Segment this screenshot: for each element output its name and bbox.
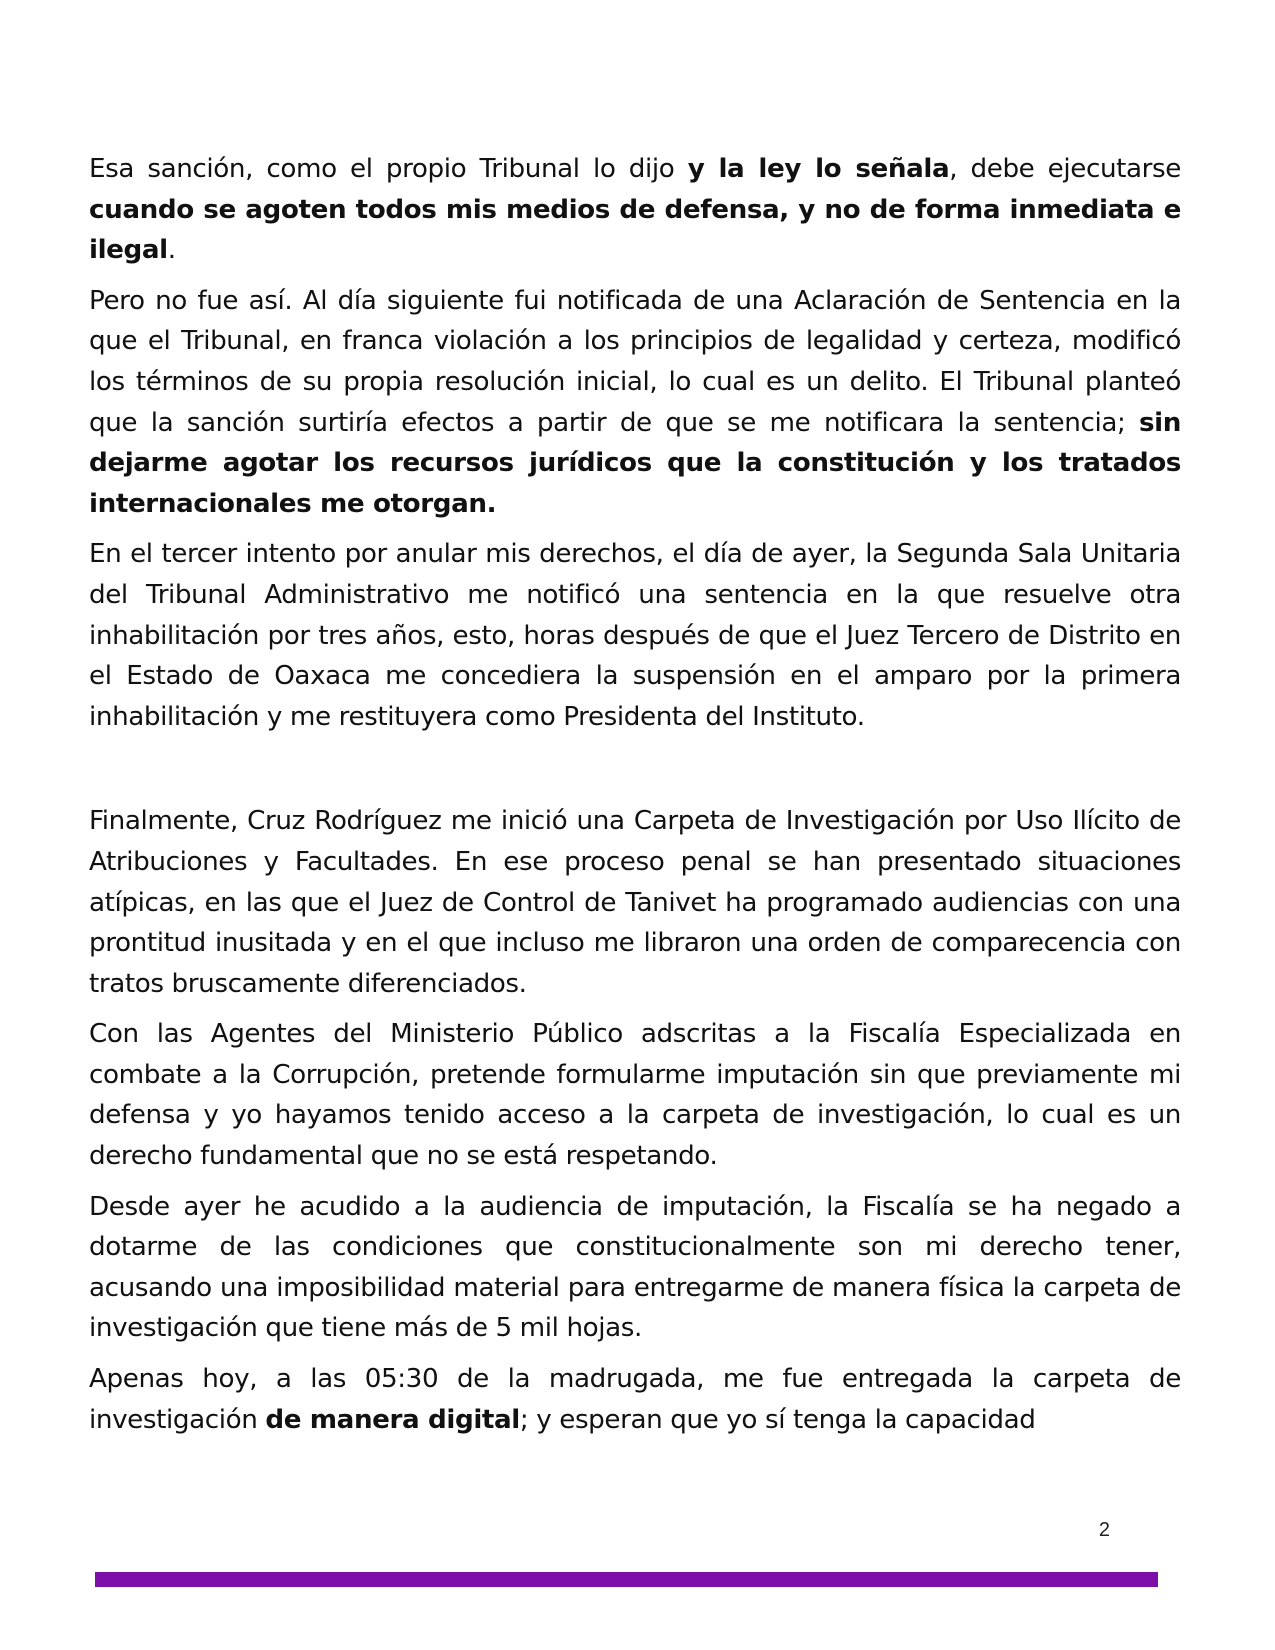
paragraph-6-text-1: Desde ayer he acudido a la audiencia de imputación, la Fiscalía se ha negado a dotarme de las condiciones que constitucionalmente son mi derecho tener, acusando una imposibilidad material para entregarme de manera física la carpeta de investigación que tiene más de 5 mil hojas. <box>89 1191 1181 1344</box>
paragraph-1-bold-2: cuando se agoten todos mis medios de defensa, y no de forma inmediata e ilegal <box>89 194 1181 266</box>
paragraph-5 <box>89 1014 1181 1176</box>
paragraph-6 <box>89 1187 1181 1349</box>
paragraph-1-text-1: Esa sanción, como el propio Tribunal lo dijo <box>89 154 688 184</box>
paragraph-2-bold-1: sin dejarme agotar los recursos jurídicos que la constitución y los tratados internacionales me otorgan. <box>89 407 1181 519</box>
footer-bar <box>95 1572 1158 1587</box>
paragraph-7-text-1: Apenas hoy, a las 05:30 de la madrugada, me fue entregada la carpeta de investigación <box>89 1364 1181 1435</box>
paragraph-2 <box>89 281 1181 525</box>
paragraph-3 <box>89 534 1181 737</box>
paragraph-7-text-2: ; y esperan que yo sí tenga la capacidad <box>519 1404 1036 1435</box>
paragraph-5-text-1: Con las Agentes del Ministerio Público adscritas a la Fiscalía Especializada en combate a la Corrupción, pretende formularme imputación sin que previamente mi defensa y yo hayamos tenido acceso a la carpeta de investigación, lo cual es un derecho fundamental que no se está respetando. <box>89 1019 1181 1172</box>
paragraph-1 <box>89 149 1181 271</box>
paragraph-1-text-2: , debe ejecutarse <box>949 154 1182 184</box>
paragraph-4-text-1: Finalmente, Cruz Rodríguez me inició una Carpeta de Investigación por Uso Ilícito de Atribuciones y Facultades. En ese proceso penal se han presentado situaciones atípicas, en las que el Juez de Control de Tanivet ha programado audiencias con una prontitud inusitada y en el que incluso me libraron una orden de comparecencia con tratos bruscamente diferenciados. <box>89 806 1181 999</box>
paragraph-2-text-1: Pero no fue así. Al día siguiente fui notificada de una Aclaración de Sentencia en la que el Tribunal, en franca violación a los principios de legalidad y certeza, modificó los términos de su propia resolución inicial, lo cual es un delito. El Tribunal planteó que la sanción surtiría efectos a partir de que se me notificara la sentencia; <box>89 285 1181 438</box>
paragraph-1-text-3: . <box>167 235 176 266</box>
page-number: 2 <box>1098 1519 1110 1541</box>
paragraph-7-bold-1: de manera digital <box>265 1404 520 1435</box>
paragraph-7 <box>89 1359 1181 1440</box>
document-body <box>89 149 1181 1450</box>
paragraph-3-text-1: En el tercer intento por anular mis derechos, el día de ayer, la Segunda Sala Unitaria del Tribunal Administrativo me notificó una sentencia en la que resuelve otra inhabilitación por tres años, esto, horas después de que el Juez Tercero de Distrito en el Estado de Oaxaca me concediera la suspensión en el amparo por la primera inhabilitación y me restituyera como Presidenta del Instituto. <box>89 539 1181 732</box>
paragraph-4 <box>89 801 1181 1004</box>
paragraph-1-bold-1: y la ley lo señala <box>687 154 950 184</box>
